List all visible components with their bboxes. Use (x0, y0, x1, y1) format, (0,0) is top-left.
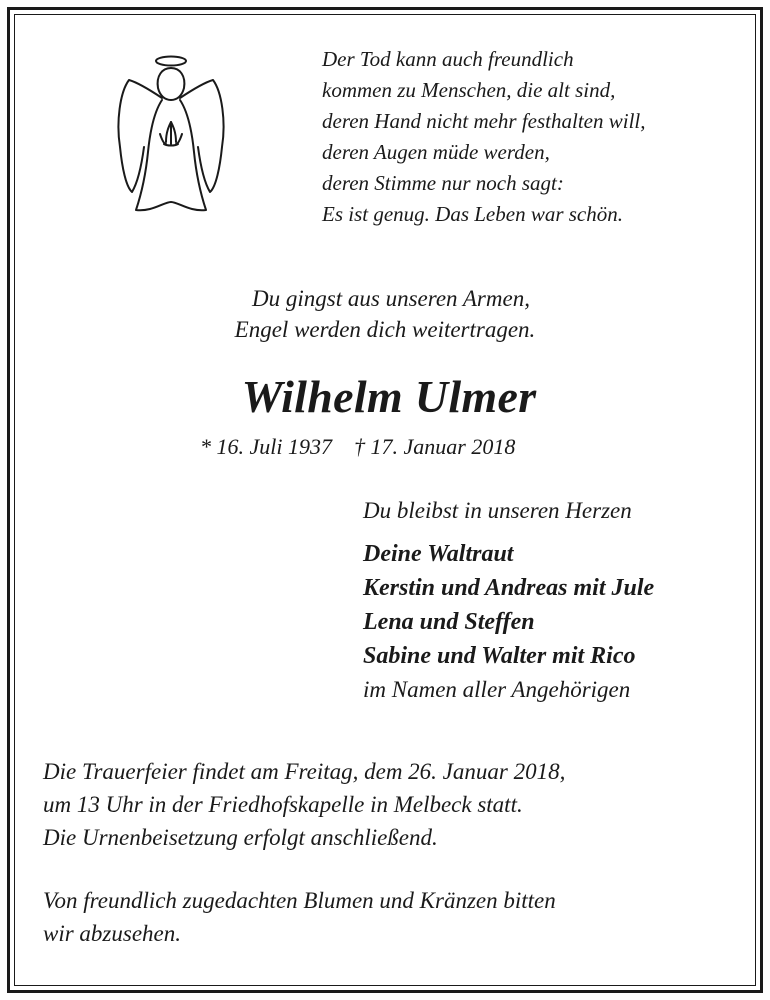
angel-icon (112, 52, 230, 217)
closing-line: Du bleibst in unseren Herzen (363, 498, 632, 523)
deceased-name: Wilhelm Ulmer (241, 371, 537, 422)
death-date: † 17. Januar 2018 (354, 434, 516, 459)
family-block (363, 495, 654, 706)
relatives-line: im Namen aller Angehörigen (363, 677, 631, 702)
verse (0, 283, 770, 345)
poem-line: deren Stimme nur noch sagt: (322, 171, 564, 195)
poem (322, 44, 646, 230)
request-line: Von freundlich zugedachten Blumen und Kränzen bitten (43, 888, 556, 913)
service-line: Die Urnenbeisetzung erfolgt anschließend. (43, 825, 438, 850)
poem-line: kommen zu Menschen, die alt sind, (322, 78, 616, 102)
service-line: um 13 Uhr in der Friedhofskapelle in Melbeck statt. (43, 792, 523, 817)
family-member: Deine Waltraut (363, 541, 514, 567)
poem-line: deren Augen müde werden, (322, 140, 550, 164)
service-line: Die Trauerfeier findet am Freitag, dem 26. Januar 2018, (43, 759, 566, 784)
poem-line: Es ist genug. Das Leben war schön. (322, 202, 623, 226)
life-dates (200, 434, 515, 460)
verse-line: Du gingst aus unseren Armen, (252, 286, 530, 311)
service-info (43, 755, 565, 854)
family-member: Sabine und Walter mit Rico (363, 643, 636, 669)
flower-request (43, 884, 556, 950)
birth-date: * 16. Juli 1937 (200, 434, 332, 459)
verse-line: Engel werden dich weitertragen. (234, 317, 536, 342)
request-line: wir abzusehen. (43, 921, 181, 946)
family-member: Lena und Steffen (363, 609, 535, 635)
poem-line: Der Tod kann auch freundlich (322, 47, 574, 71)
family-member: Kerstin und Andreas mit Jule (363, 575, 655, 601)
poem-line: deren Hand nicht mehr festhalten will, (322, 109, 646, 133)
